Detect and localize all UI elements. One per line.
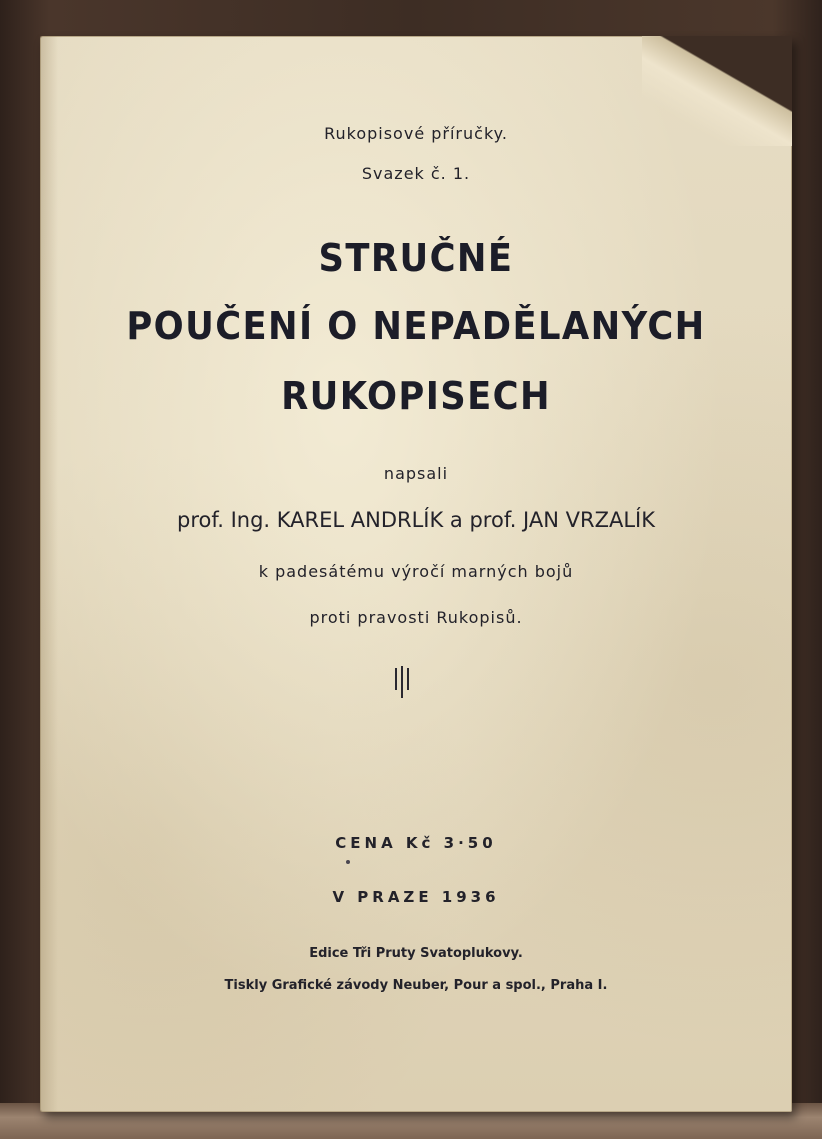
byline-label: napsali	[383, 464, 449, 483]
authors-line: prof. Ing. KAREL ANDRLÍK a prof. JAN VRZALÍK	[177, 508, 655, 532]
title-line-3: RUKOPISECH	[281, 374, 551, 418]
title-line-2: POUČENÍ O NEPADĚLANÝCH	[126, 304, 706, 348]
booklet-cover	[40, 36, 792, 1112]
edition-label: Edice Tři Pruty Svatoplukovy.	[309, 946, 523, 961]
series-label: Rukopisové příručky.	[324, 124, 508, 143]
subtitle-line-1: k padesátému výročí marných bojů	[258, 562, 574, 581]
price-label: CENA Kč 3·50	[335, 834, 497, 852]
subtitle-line-2: proti pravosti Rukopisů.	[309, 608, 523, 627]
dot-mark	[346, 860, 350, 864]
volume-label: Svazek č. 1.	[361, 164, 471, 183]
place-year-label: V PRAZE 1936	[332, 888, 500, 906]
three-rods-ornament-icon	[390, 664, 414, 700]
printer-label: Tiskly Grafické závody Neuber, Pour a spol., Praha I.	[224, 978, 608, 993]
title-line-1: STRUČNÉ	[318, 236, 514, 280]
